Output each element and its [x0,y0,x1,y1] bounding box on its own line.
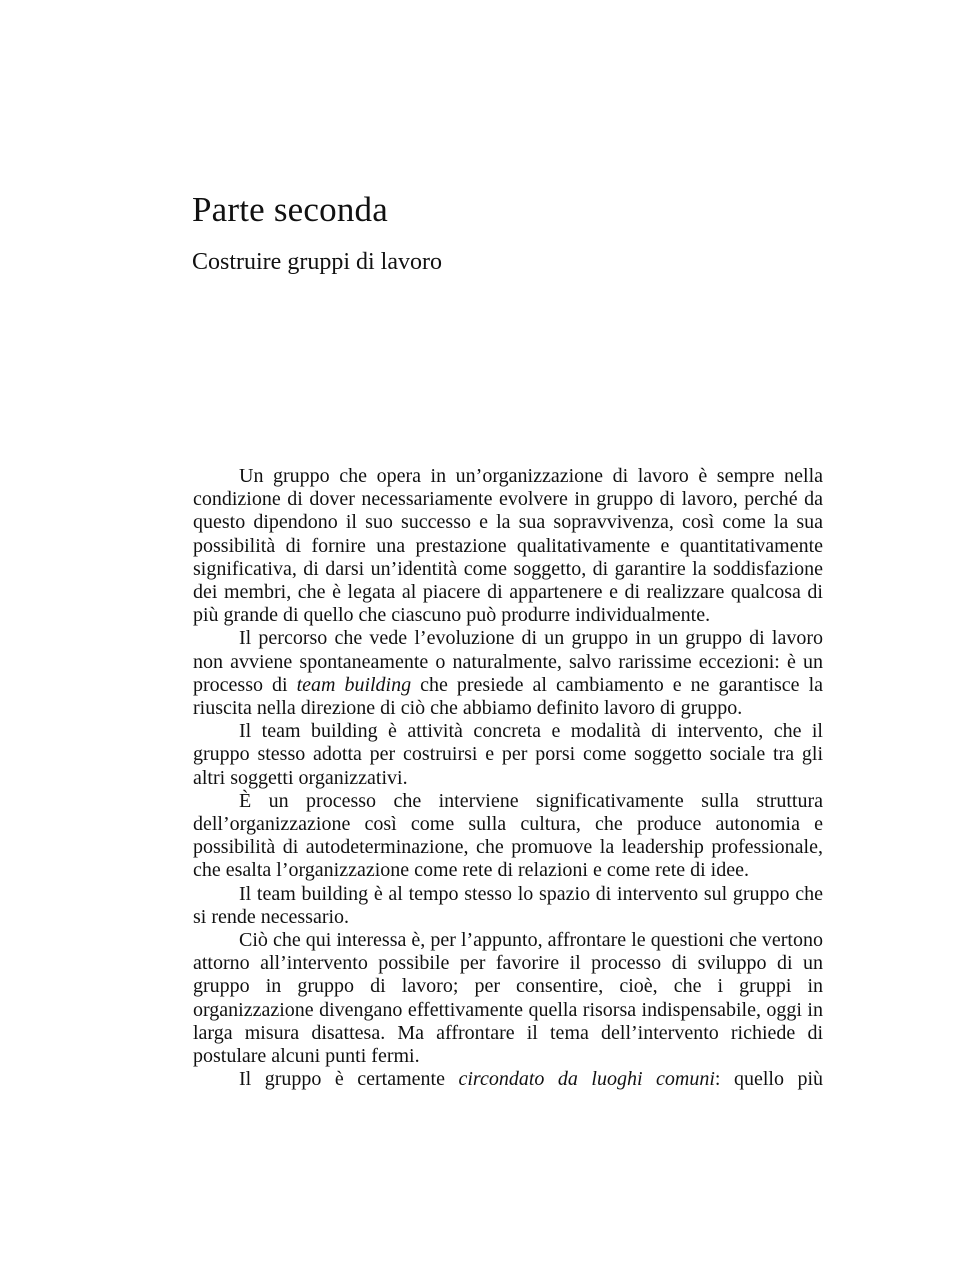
paragraph-6: Ciò che qui interessa è, per l’appunto, affrontare le questioni che vertono attorno all’intervento possibile per favorire il processo di sviluppo di un gruppo in gruppo di lavoro; per consentire, cioè, che i gruppi in organizzazione divengano effettivamente quella risorsa indispensabile, oggi in larga misura disattesa. Ma affrontare il tema dell’intervento richiede di postulare alcuni punti fermi. [193,929,823,1068]
paragraph-7 [193,1068,823,1091]
paragraph-4: È un processo che interviene significativamente sulla struttura dell’organizzazione così come sulla cultura, che produce autonomia e possibilità di autodeterminazione, che promuove la leadership professionale, che esalta l’organizzazione come rete di relazioni e come rete di idee. [193,789,823,882]
paragraph-7-before: Il gruppo è certamente [239,1068,459,1091]
paragraph-2-before: Il percorso che vede l’evoluzione di un gruppo in un gruppo di lavoro non avviene spontaneamente o naturalmente, salvo rarissime eccezioni: è un processo di [193,627,823,696]
paragraph-1: Un gruppo che opera in un’organizzazione di lavoro è sempre nella condizione di dover necessariamente evolvere in gruppo di lavoro, perché da questo dipendono il suo successo e la sua sopravvivenza, così come la sua possibilità di fornire una prestazione qualitativamente e quantitativamente significativa, di darsi un’identità come soggetto, di garantire la soddisfazione dei membri, che è legata al piacere di appartenere e di realizzare qualcosa di più grande di quello che ciascuno può produrre individualmente. [193,465,823,627]
body-text [193,465,823,1091]
part-subtitle: Costruire gruppi di lavoro [192,249,442,275]
paragraph-7-after: : quello più [714,1068,823,1091]
paragraph-5: Il team building è al tempo stesso lo spazio di intervento sul gruppo che si rende necessario. [193,882,823,928]
part-title: Parte seconda [192,190,388,229]
paragraph-7-emphasis: circondato da luoghi comuni [458,1068,715,1091]
paragraph-2-emphasis: team building [296,673,412,696]
paragraph-2-after: che presiede al cambiamento e ne garantisce la riuscita nella direzione di ciò che abbiamo definito lavoro di gruppo. [193,673,823,720]
paragraph-3: Il team building è attività concreta e modalità di intervento, che il gruppo stesso adotta per costruirsi e per porsi come soggetto sociale tra gli altri soggetti organizzativi. [193,720,823,789]
paragraph-2 [193,627,823,720]
